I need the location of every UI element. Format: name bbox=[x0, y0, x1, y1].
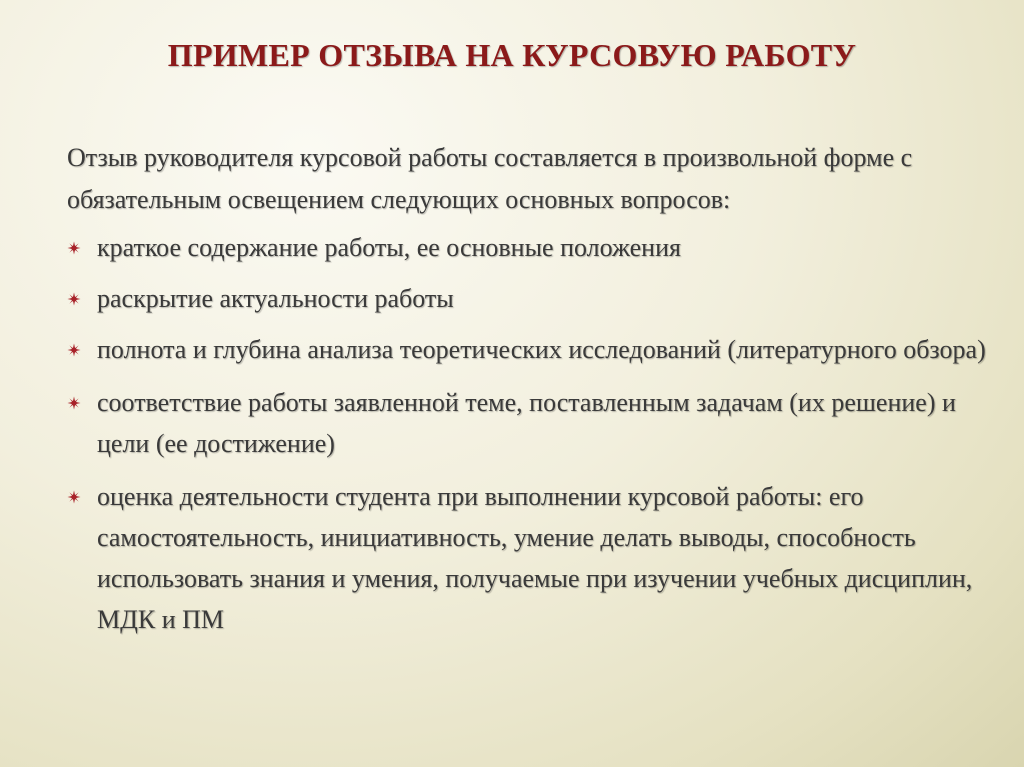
star-burst-icon bbox=[67, 396, 81, 410]
intro-paragraph: Отзыв руководителя курсовой работы составляется в произвольной форме с обязательным освещением следующих основных вопросов: bbox=[67, 143, 913, 214]
bullet-list bbox=[67, 227, 987, 640]
star-burst-icon bbox=[67, 490, 81, 504]
list-item bbox=[67, 382, 987, 464]
list-item-text: соответствие работы заявленной теме, поставленным задачам (их решение) и цели (ее достижение) bbox=[97, 388, 956, 458]
list-item bbox=[67, 476, 987, 640]
list-item bbox=[67, 278, 987, 319]
slide-title: ПРИМЕР ОТЗЫВА НА КУРСОВУЮ РАБОТУ bbox=[167, 37, 857, 73]
list-item-text: раскрытие актуальности работы bbox=[97, 284, 454, 313]
star-burst-icon bbox=[67, 241, 81, 255]
list-item bbox=[67, 329, 987, 370]
list-item bbox=[67, 227, 987, 268]
star-burst-icon bbox=[67, 343, 81, 357]
list-item-text: оценка деятельности студента при выполнении курсовой работы: его самостоятельность, инициативность, умение делать выводы, способность использовать знания и умения, получаемые при изучении учебных дисциплин, МДК и ПМ bbox=[97, 482, 973, 634]
list-item-text: краткое содержание работы, ее основные положения bbox=[97, 233, 681, 262]
list-item-text: полнота и глубина анализа теоретических исследований (литературного обзора) bbox=[97, 335, 986, 364]
star-burst-icon bbox=[67, 292, 81, 306]
